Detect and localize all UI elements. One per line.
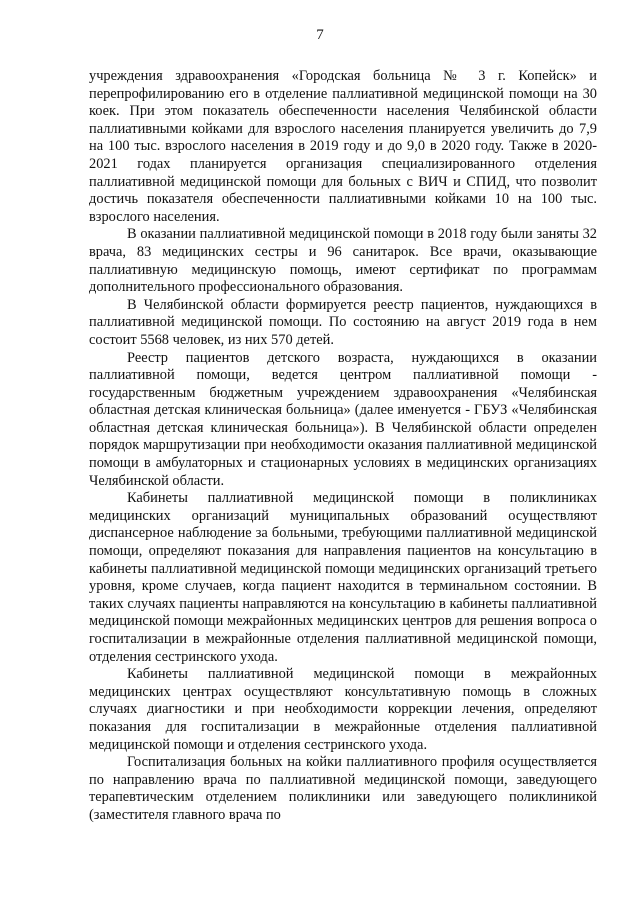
paragraph-hospitalization: Госпитализация больных на койки паллиативного профиля осуществляется по направлению врача по паллиативной медицинской помощи, заведующего терапевтическим отделением поликлиники или заведующего поликлиникой (заместителя главного врача по (89, 754, 597, 823)
paragraph-polyclinic-cabinets: Кабинеты паллиативной медицинской помощи в поликлиниках медицинских организаций муниципальных образований осуществляют диспансерное наблюдение за больными, требующими паллиативной медицинской помощи, определяют показания для направления пациентов на консультацию в кабинеты паллиативной медицинской помощи медицинских организаций третьего уровня, кроме случаев, когда пациент находится в терминальном состоянии. В таких случаях пациенты направляются на консультацию в кабинеты паллиативной медицинской помощи межрайонных медицинских центров для решения вопроса о госпитализации в межрайонные отделения паллиативной медицинской помощи, отделения сестринского ухода. (89, 490, 597, 665)
document-body (89, 68, 597, 825)
paragraph-patient-registry: В Челябинской области формируется реестр пациентов, нуждающихся в паллиативной медицинской помощи. По состоянию на август 2019 года в нем состоит 5568 человек, из них 570 детей. (89, 296, 597, 348)
paragraph-continued: учреждения здравоохранения «Городская больница № 3 г. Копейск» и перепрофилированию его в отделение паллиативной медицинской помощи на 30 коек. При этом показатель обеспеченности населения Челябинской области паллиативными койками для взрослого населения планируется увеличить до 7,9 на 100 тыс. взрослого населения в 2019 году и до 9,0 в 2020 году. Также в 2020-2021 годах планируется организация специализированного отделения паллиативной медицинской помощи для больных с ВИЧ и СПИД, что позволит достичь показателя обеспеченности паллиативными койками 10 на 100 тыс. взрослого населения. (89, 68, 597, 225)
paragraph-staffing: В оказании паллиативной медицинской помощи в 2018 году были заняты 32 врача, 83 медицинских сестры и 96 санитарок. Все врачи, оказывающие паллиативную медицинскую помощь, имеют сертификат по программам дополнительного профессионального образования. (89, 226, 597, 296)
page-number: 7 (316, 27, 324, 43)
paragraph-children-registry: Реестр пациентов детского возраста, нуждающихся в оказании паллиативной помощи, ведется центром паллиативной помощи - государственным бюджетным учреждением здравоохранения «Челябинская областная детская клиническая больница» (далее именуется - ГБУЗ «Челябинская областная детская клиническая больница»). В Челябинской области определен порядок маршрутизации при необходимости оказания паллиативной медицинской помощи в амбулаторных и стационарных условиях в медицинских организациях Челябинской области. (89, 349, 597, 489)
paragraph-interdistrict-cabinets: Кабинеты паллиативной медицинской помощи в межрайонных медицинских центрах осуществляют консультативную помощь в сложных случаях диагностики и при необходимости коррекции лечения, определяют показания для госпитализации в межрайонные отделения паллиативной медицинской помощи и отделения сестринского ухода. (89, 666, 597, 753)
